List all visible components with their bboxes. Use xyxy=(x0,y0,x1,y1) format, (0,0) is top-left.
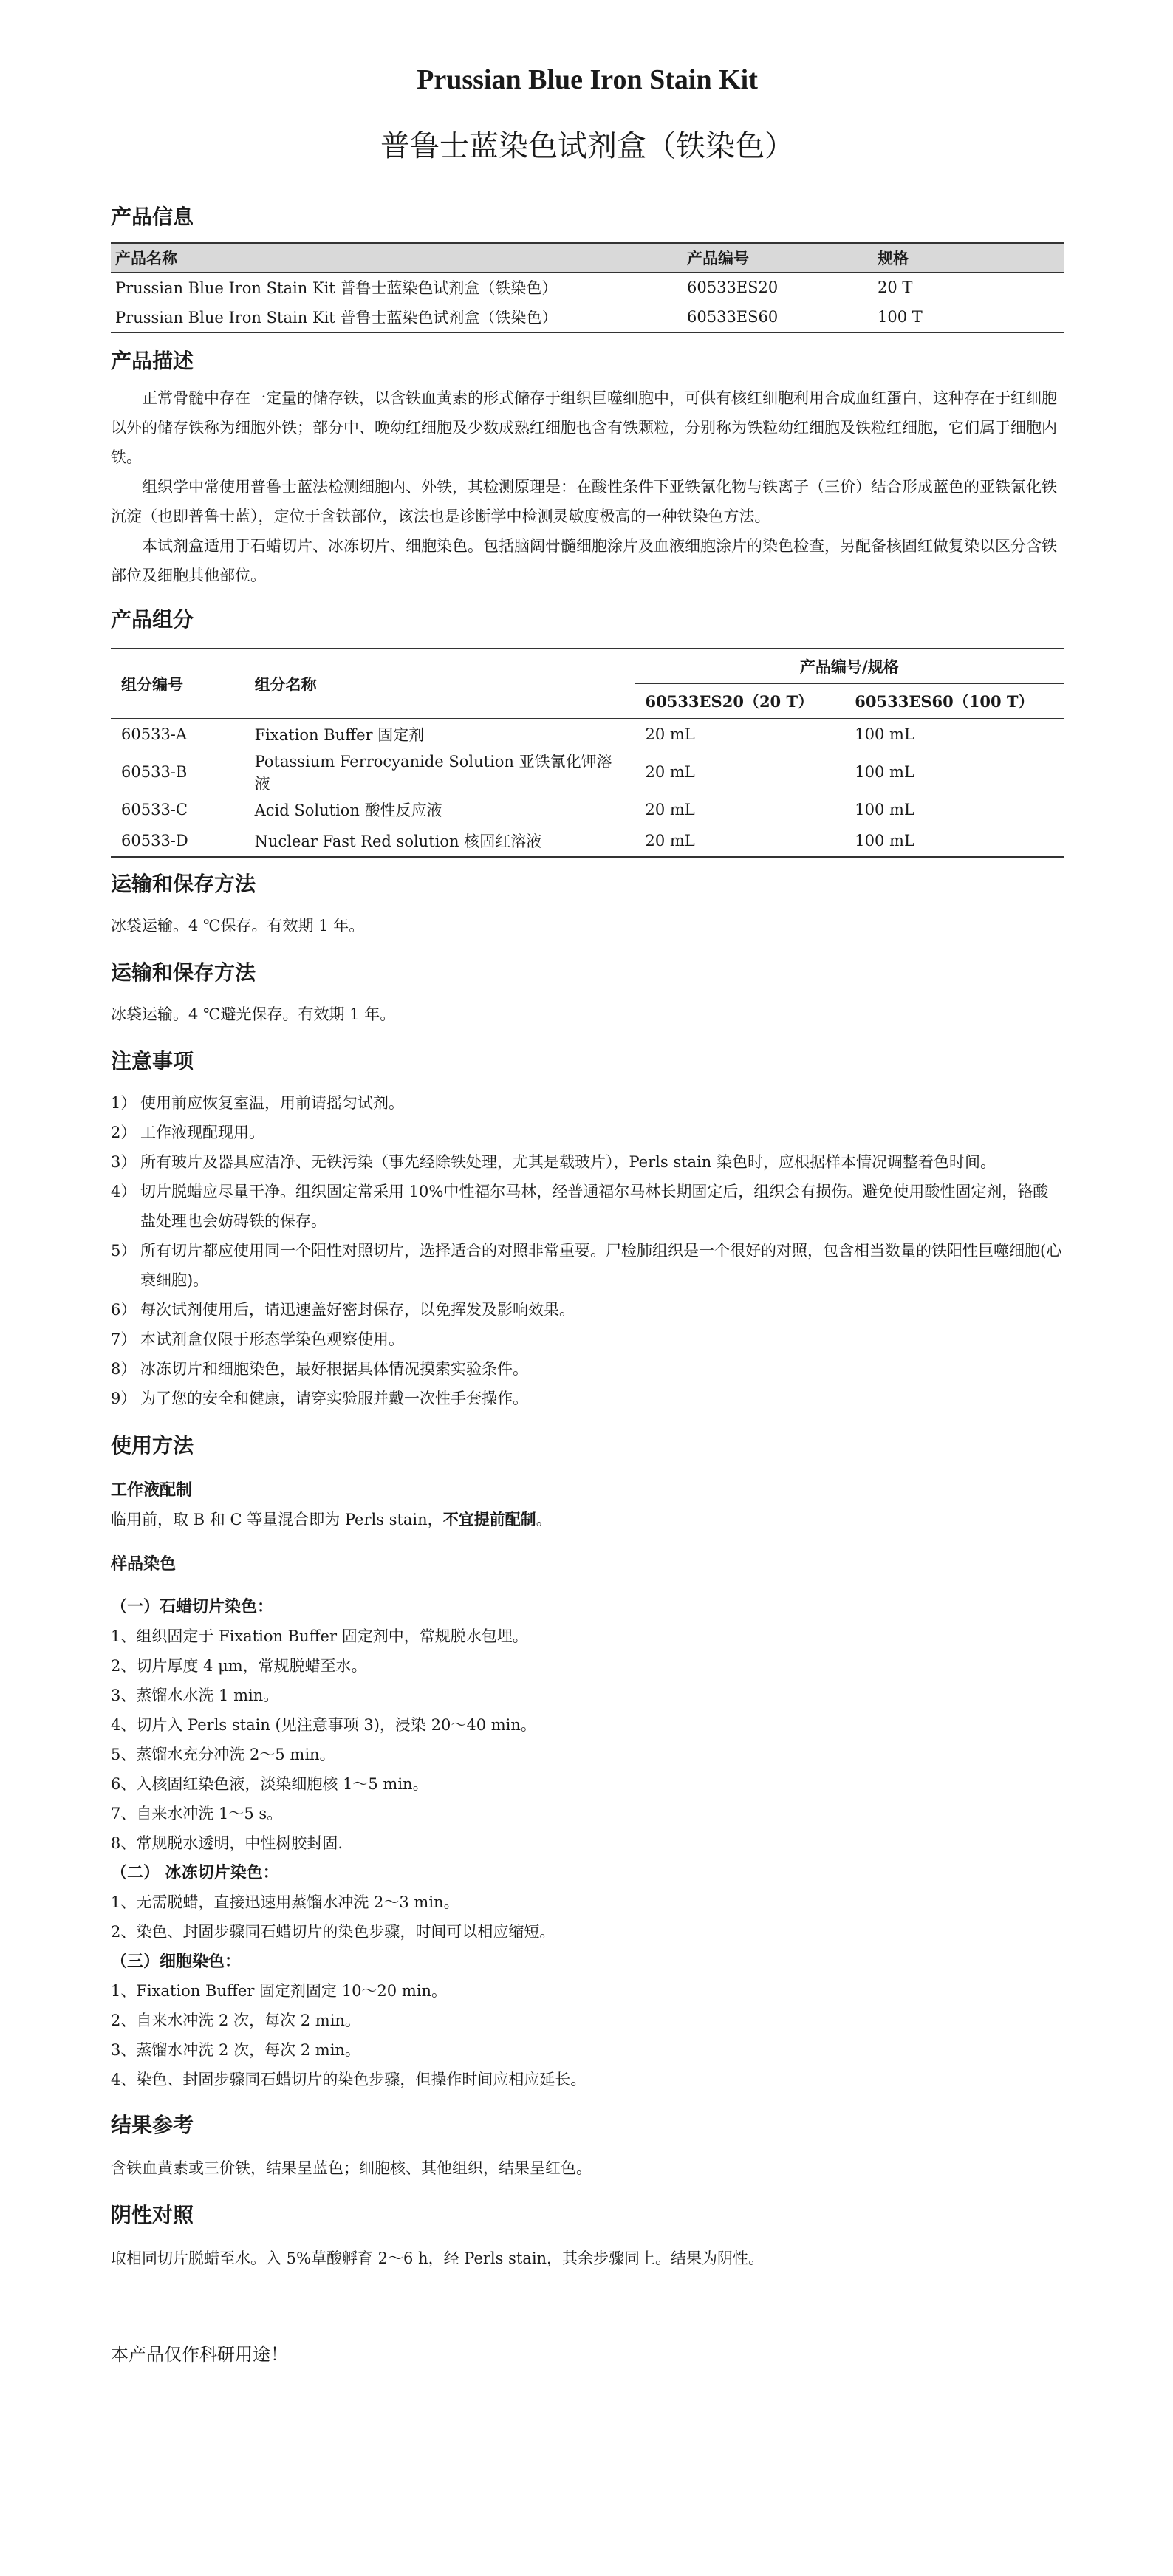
table-cell: 20 mL xyxy=(645,763,695,781)
table-header-row xyxy=(111,243,1064,273)
table-cell: 20 mL xyxy=(645,725,695,743)
list-text: 每次试剂使用后，请迅速盖好密封保存，以免挥发及影响效果。 xyxy=(140,1301,575,1319)
table-header-row xyxy=(111,649,1064,684)
usage-section xyxy=(111,1431,1064,2094)
document-title-en: Prussian Blue Iron Stain Kit xyxy=(417,64,758,95)
section-heading: 阴性对照 xyxy=(111,2203,194,2227)
column-header: 产品编号 xyxy=(683,243,873,273)
table-cell: 20 mL xyxy=(645,801,695,819)
list-number: 6） xyxy=(111,1301,137,1319)
procedure-step: 6、入核固红染色液，淡染细胞核 1～5 min。 xyxy=(111,1775,428,1793)
section-heading: 运输和保存方法 xyxy=(111,872,256,896)
table-cell: 20 T xyxy=(878,279,913,296)
table-cell: Prussian Blue Iron Stain Kit 普鲁士蓝染色试剂盒（铁染色） xyxy=(115,279,558,297)
prep-text-emphasis: 不宜提前配制 xyxy=(442,1510,536,1528)
column-header: 组分名称 xyxy=(244,649,635,719)
column-header: 组分编号 xyxy=(111,649,244,719)
section-heading: 注意事项 xyxy=(111,1049,194,1073)
table-cell: 60533ES60 xyxy=(687,308,779,326)
table-cell: 60533-D xyxy=(121,832,188,850)
negative-control-section xyxy=(111,2201,1064,2273)
subsection-title: 样品染色 xyxy=(111,1554,177,1574)
prep-text xyxy=(111,1505,1064,1534)
section-heading: 运输和保存方法 xyxy=(111,960,256,985)
section-heading: 产品信息 xyxy=(111,205,194,229)
list-text: 所有切片都应使用同一个阳性对照切片，选择适合的对照非常重要。尸检肺组织是一个很好的对照，包含相当数量的铁阳性巨噬细胞(心衰细胞)。 xyxy=(140,1242,1062,1289)
table-cell: Nuclear Fast Red solution 核固红溶液 xyxy=(254,833,542,850)
procedure-step: 7、自来水冲洗 1～5 s。 xyxy=(111,1805,283,1822)
list-number: 3） xyxy=(111,1153,137,1171)
list-text: 切片脱蜡应尽量干净。组织固定常采用 10%中性福尔马林，经普通福尔马林长期固定后，组织会有损伤。避免使用酸性固定剂，铬酸盐处理也会妨碍铁的保存。 xyxy=(140,1183,1049,1230)
procedure-step: 1、无需脱蜡，直接迅速用蒸馏水冲洗 2～3 min。 xyxy=(111,1893,459,1911)
section-heading: 产品组分 xyxy=(111,607,194,632)
list-number: 5） xyxy=(111,1242,137,1260)
components-table xyxy=(111,648,1064,858)
table-row xyxy=(111,302,1064,332)
table-cell: Acid Solution 酸性反应液 xyxy=(254,802,442,819)
subsection-title: 工作液配制 xyxy=(111,1480,193,1500)
negative-control-text: 取相同切片脱蜡至水。入 5%草酸孵育 2～6 h，经 Perls stain，其余步骤同上。结果为阴性。 xyxy=(111,2249,765,2267)
list-item xyxy=(111,1088,1064,1118)
procedure-step: 1、Fixation Buffer 固定剂固定 10～20 min。 xyxy=(111,1982,447,2000)
storage-text: 冰袋运输。4 ℃避光保存。有效期 1 年。 xyxy=(111,1005,396,1023)
procedure-step: 3、蒸馏水冲洗 2 次，每次 2 min。 xyxy=(111,2041,360,2059)
procedure-step: 5、蒸馏水充分冲洗 2～5 min。 xyxy=(111,1746,335,1763)
procedure-step: 4、切片入 Perls stain (见注意事项 3)，浸染 20～40 min。 xyxy=(111,1716,536,1734)
table-row xyxy=(111,750,1064,794)
list-number: 4） xyxy=(111,1183,137,1200)
list-text: 使用前应恢复室温，用前请摇匀试剂。 xyxy=(140,1094,404,1112)
column-header: 60533ES60（100 T） xyxy=(844,684,1064,719)
table-cell: Fixation Buffer 固定剂 xyxy=(254,726,425,744)
document-page xyxy=(111,0,1064,2369)
list-item xyxy=(111,1325,1064,1354)
prep-text-part: 。 xyxy=(536,1511,552,1528)
procedure-title: （二） 冰冻切片染色： xyxy=(111,1863,279,1882)
description-paragraph: 组织学中常使用普鲁士蓝法检测细胞内、外铁，其检测原理是：在酸性条件下亚铁氰化物与铁离子（三价）结合形成蓝色的亚铁氰化铁沉淀（也即普鲁士蓝），定位于含铁部位，该法也是诊断学中检测灵敏度极高的一种铁染色方法。 xyxy=(111,478,1057,525)
list-text: 所有玻片及器具应洁净、无铁污染（事先经除铁处理，尤其是载玻片），Perls stain 染色时，应根据样本情况调整着色时间。 xyxy=(140,1153,996,1171)
section-heading: 结果参考 xyxy=(111,2113,194,2137)
list-number: 9） xyxy=(111,1390,137,1407)
list-item xyxy=(111,1384,1064,1413)
list-number: 1） xyxy=(111,1094,137,1112)
table-cell: 60533-A xyxy=(121,725,188,743)
list-text: 为了您的安全和健康，请穿实验服并戴一次性手套操作。 xyxy=(140,1390,528,1407)
list-item xyxy=(111,1236,1064,1295)
section-heading: 使用方法 xyxy=(111,1433,194,1458)
list-text: 工作液现配现用。 xyxy=(140,1124,264,1141)
components-section xyxy=(111,605,1064,858)
list-number: 8） xyxy=(111,1360,137,1378)
table-cell: 100 mL xyxy=(855,801,914,819)
table-cell: Potassium Ferrocyanide Solution 亚铁氰化钾溶液 xyxy=(254,753,612,793)
product-info-section xyxy=(111,202,1064,333)
table-cell: 60533ES20 xyxy=(687,279,779,296)
table-cell: 60533-C xyxy=(121,801,188,819)
list-text: 本试剂盒仅限于形态学染色观察使用。 xyxy=(140,1330,404,1348)
notes-section xyxy=(111,1047,1064,1413)
storage-section xyxy=(111,958,1064,1029)
section-heading: 产品描述 xyxy=(111,349,194,373)
procedure-step: 1、组织固定于 Fixation Buffer 固定剂中，常规脱水包埋。 xyxy=(111,1627,528,1645)
table-row xyxy=(111,719,1064,751)
column-header: 60533ES20（20 T） xyxy=(635,684,844,719)
list-number: 7） xyxy=(111,1330,137,1348)
results-section xyxy=(111,2111,1064,2183)
notes-list xyxy=(111,1088,1064,1413)
table-cell: 60533-B xyxy=(121,763,188,781)
procedure-step: 2、染色、封固步骤同石蜡切片的染色步骤，时间可以相应缩短。 xyxy=(111,1923,555,1941)
table-cell: 100 mL xyxy=(855,832,914,850)
table-row xyxy=(111,794,1064,825)
storage-section xyxy=(111,870,1064,940)
table-cell: 20 mL xyxy=(645,832,695,850)
table-row xyxy=(111,825,1064,857)
procedure-title: （一）石蜡切片染色： xyxy=(111,1597,274,1616)
list-number: 2） xyxy=(111,1124,137,1141)
procedure-title: （三）细胞染色： xyxy=(111,1952,242,1971)
column-header: 产品名称 xyxy=(111,243,683,273)
procedure-step: 2、切片厚度 4 μm，常规脱蜡至水。 xyxy=(111,1657,367,1675)
description-paragraph: 本试剂盒适用于石蜡切片、冰冻切片、细胞染色。包括脑阔骨髓细胞涂片及血液细胞涂片的染色检查，另配备核固红做复染以区分含铁部位及细胞其他部位。 xyxy=(111,537,1057,584)
product-info-table xyxy=(111,242,1064,333)
column-group-header: 产品编号/规格 xyxy=(635,649,1064,684)
storage-text: 冰袋运输。4 ℃保存。有效期 1 年。 xyxy=(111,917,365,935)
procedure-step: 8、常规脱水透明，中性树胶封固. xyxy=(111,1834,343,1852)
list-text: 冰冻切片和细胞染色，最好根据具体情况摸索实验条件。 xyxy=(140,1360,528,1378)
list-item xyxy=(111,1177,1064,1236)
table-cell: 100 mL xyxy=(855,763,914,781)
table-cell: 100 T xyxy=(878,308,923,326)
table-row xyxy=(111,273,1064,303)
list-item xyxy=(111,1295,1064,1325)
list-item xyxy=(111,1118,1064,1147)
list-item xyxy=(111,1147,1064,1177)
results-text: 含铁血黄素或三价铁，结果呈蓝色；细胞核、其他组织，结果呈红色。 xyxy=(111,2159,592,2177)
procedure-step: 3、蒸馏水水洗 1 min。 xyxy=(111,1687,279,1704)
list-item xyxy=(111,1354,1064,1384)
procedure-step: 2、自来水冲洗 2 次，每次 2 min。 xyxy=(111,2012,360,2029)
table-cell: 100 mL xyxy=(855,725,914,743)
description-section xyxy=(111,346,1064,590)
table-cell: Prussian Blue Iron Stain Kit 普鲁士蓝染色试剂盒（铁染色） xyxy=(115,309,558,327)
column-header: 规格 xyxy=(873,243,1064,273)
document-title-cn: 普鲁士蓝染色试剂盒（铁染色） xyxy=(380,129,794,163)
procedure-step: 4、染色、封固步骤同石蜡切片的染色步骤，但操作时间应相应延长。 xyxy=(111,2071,586,2088)
description-paragraph: 正常骨髓中存在一定量的储存铁，以含铁血黄素的形式储存于组织巨噬细胞中，可供有核红细胞利用合成血红蛋白，这种存在于红细胞以外的储存铁称为细胞外铁；部分中、晚幼红细胞及少数成熟红细胞也含有铁颗粒，分别称为铁粒幼红细胞及铁粒红细胞，它们属于细胞内铁。 xyxy=(111,389,1057,466)
prep-text-part: 临用前，取 B 和 C 等量混合即为 Perls stain， xyxy=(111,1511,443,1528)
footer-note: 本产品仅作科研用途！ xyxy=(111,2344,288,2365)
